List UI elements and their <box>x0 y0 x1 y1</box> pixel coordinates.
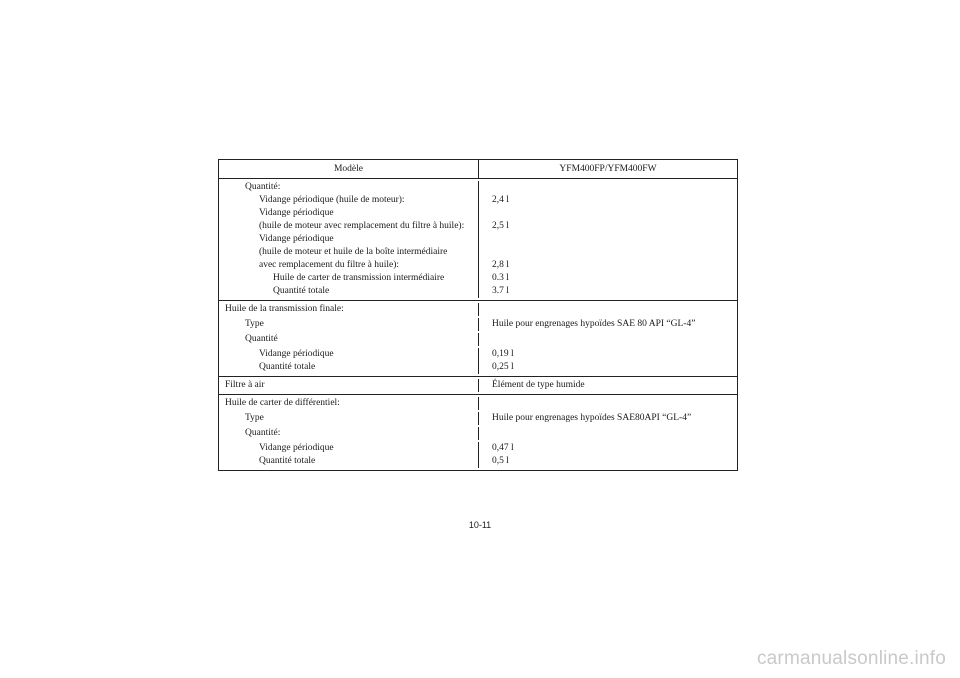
watermark-text: carmanualsonline.info <box>756 648 946 669</box>
table-row <box>219 272 737 285</box>
table-row <box>219 333 737 346</box>
table-row <box>219 361 737 374</box>
row-label: Quantité <box>219 333 479 346</box>
row-value <box>479 303 737 316</box>
row-value <box>479 181 737 194</box>
table-row <box>219 285 737 298</box>
row-label: Quantité: <box>219 181 479 194</box>
table-row <box>219 427 737 440</box>
row-value: Huile pour engrenages hypoïdes SAE 80 API “GL-4” <box>492 319 696 329</box>
table-section <box>219 179 737 301</box>
table-row <box>219 379 737 392</box>
table-row <box>219 233 737 272</box>
row-label: Quantité totale <box>219 455 479 468</box>
row-value: 0,19 l <box>492 349 514 359</box>
table-row <box>219 194 737 207</box>
row-label: Quantité totale <box>219 361 479 374</box>
row-label: Type <box>219 318 479 331</box>
row-value: Élément de type humide <box>492 380 585 390</box>
table-row <box>219 397 737 410</box>
row-value: 0,5 l <box>492 456 509 466</box>
row-label: Huile de la transmission finale: <box>219 303 479 316</box>
row-value: 2,4 l <box>492 195 509 205</box>
row-label: Vidange périodique <box>219 442 479 455</box>
row-label: Quantité: <box>219 427 479 440</box>
row-label: Vidange périodique <box>219 348 479 361</box>
row-value: 0,25 l <box>492 362 514 372</box>
table-row <box>219 207 737 233</box>
table-row <box>219 412 737 425</box>
row-value <box>479 397 737 410</box>
spec-table <box>218 159 738 471</box>
row-label: Quantité totale <box>219 285 479 298</box>
table-row <box>219 181 737 194</box>
row-label: Huile de carter de différentiel: <box>219 397 479 410</box>
row-value: 2,8 l <box>492 260 509 270</box>
table-body <box>219 179 737 470</box>
row-value: Huile pour engrenages hypoïdes SAE80API “GL-4” <box>492 413 692 423</box>
header-model-label: Modèle <box>219 160 479 178</box>
table-row <box>219 318 737 331</box>
row-label: Filtre à air <box>219 379 479 392</box>
table-section <box>219 301 737 377</box>
header-model-value: YFM400FP/YFM400FW <box>559 164 657 174</box>
table-row <box>219 455 737 468</box>
row-value: 2,5 l <box>492 221 509 231</box>
row-value: 3.7 l <box>492 286 509 296</box>
table-row <box>219 442 737 455</box>
table-header-row <box>219 160 737 179</box>
row-label: Huile de carter de transmission intermédiaire <box>219 272 479 285</box>
table-row <box>219 303 737 316</box>
row-value <box>479 427 737 440</box>
table-row <box>219 348 737 361</box>
row-label: Type <box>219 412 479 425</box>
row-value <box>479 333 737 346</box>
row-value: 0,47 l <box>492 443 514 453</box>
row-label: Vidange périodique (huile de moteur): <box>219 194 479 207</box>
row-value: 0.3 l <box>492 273 509 283</box>
page-number: 10-11 <box>468 520 492 530</box>
table-section <box>219 377 737 395</box>
row-label: Vidange périodique (huile de moteur et huile de la boîte intermédiaire avec remplacement du filtre à huile): <box>219 233 479 272</box>
row-label: Vidange périodique (huile de moteur avec remplacement du filtre à huile): <box>219 207 479 233</box>
table-section <box>219 395 737 470</box>
